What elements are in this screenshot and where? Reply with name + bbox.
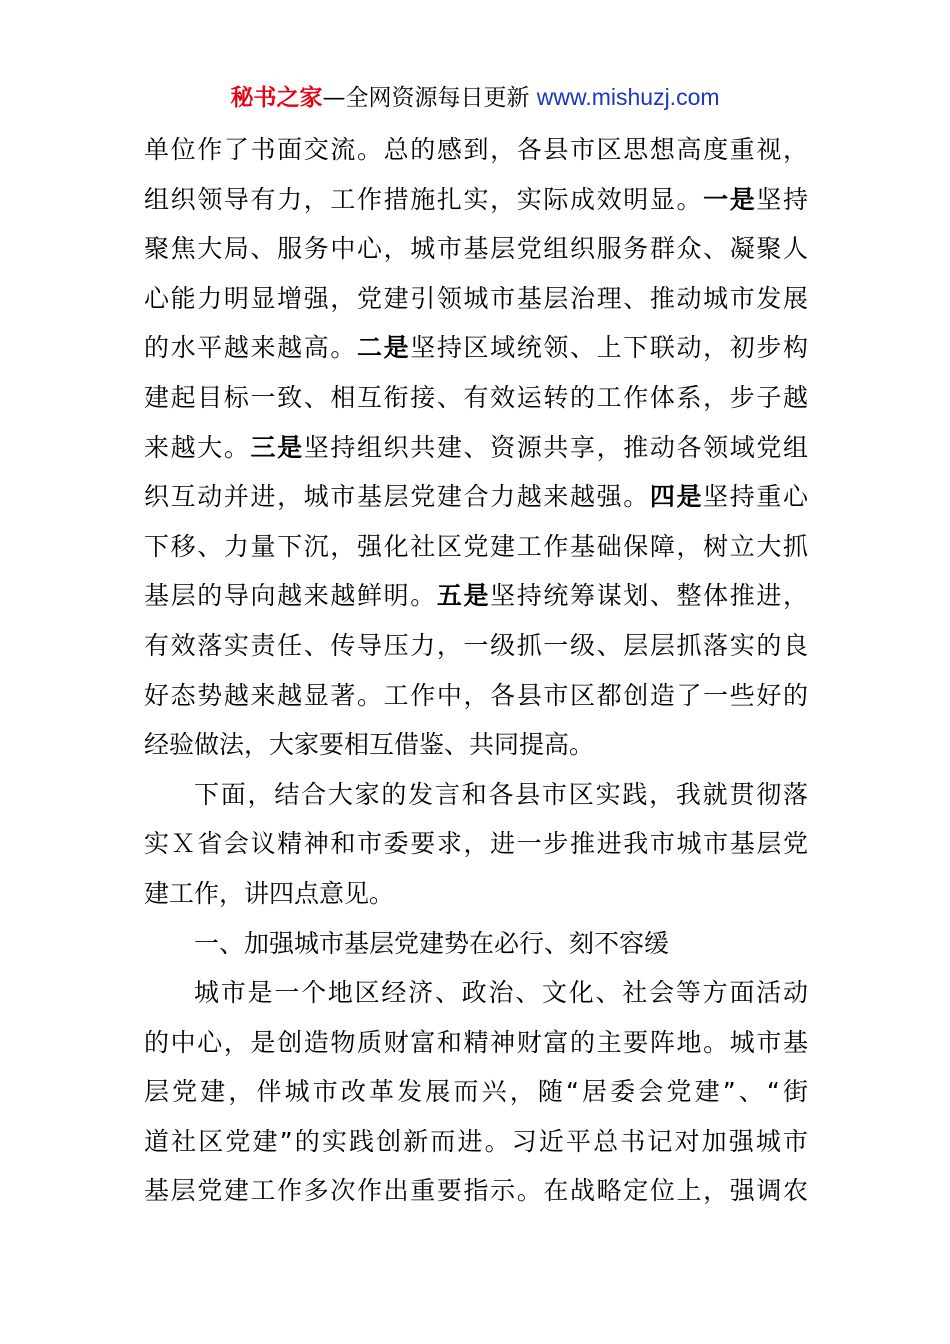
text-line: 有效落实责任、传导压力，一级抓一级、层层抓落实的良 <box>144 630 808 660</box>
text-line: 层党建，伴城市改革发展而兴，随“居委会党建”、“街 <box>144 1077 808 1107</box>
site-header <box>0 80 950 115</box>
text-line: 心能力明显增强，党建引领城市基层治理、推动城市发展 <box>144 283 808 313</box>
bold-marker: 四是 <box>649 482 704 512</box>
text-line: 下面，结合大家的发言和各县市区实践，我就贯彻落 <box>194 779 808 809</box>
text-line: 好态势越来越显著。工作中，各县市区都创造了一些好的 <box>144 680 808 710</box>
site-url-link[interactable]: www.mishuzj.com <box>536 84 720 110</box>
text-line: 组织领导有力，工作措施扎实，实际成效明显。一是坚持 <box>144 184 808 214</box>
text-line: 的中心，是创造物质财富和精神财富的主要阵地。城市基 <box>144 1027 808 1057</box>
site-tagline: —全网资源每日更新 <box>322 85 537 111</box>
text-line: 织互动并进，城市基层党建合力越来越强。四是坚持重心 <box>144 482 808 512</box>
text-line: 建起目标一致、相互衔接、有效运转的工作体系，步子越 <box>144 382 808 412</box>
text-line: 聚焦大局、服务中心，城市基层党组织服务群众、凝聚人 <box>144 234 808 264</box>
bold-marker: 二是 <box>357 333 411 363</box>
text-line: 来越大。三是坚持组织共建、资源共享，推动各领域党组 <box>144 432 808 462</box>
bold-marker: 一是 <box>703 184 757 214</box>
bold-marker: 三是 <box>250 432 304 462</box>
section-heading: 一、加强城市基层党建势在必行、刻不容缓 <box>194 928 670 958</box>
text-line: 下移、力量下沉，强化社区党建工作基础保障，树立大抓 <box>144 531 808 561</box>
text-line: 经验做法，大家要相互借鉴、共同提高。 <box>144 730 595 760</box>
text-line: 的水平越来越高。二是坚持区域统领、上下联动，初步构 <box>144 333 808 363</box>
text-line: 实Ｘ省会议精神和市委要求，进一步推进我市城市基层党 <box>144 829 808 859</box>
site-brand: 秘书之家 <box>230 85 323 111</box>
text-line: 道社区党建”的实践创新而进。习近平总书记对加强城市 <box>144 1126 808 1156</box>
text-line: 单位作了书面交流。总的感到，各县市区思想高度重视， <box>144 135 808 164</box>
bold-marker: 五是 <box>436 581 491 611</box>
text-line: 基层党建工作多次作出重要指示。在战略定位上，强调农 <box>144 1176 808 1206</box>
text-line: 城市是一个地区经济、政治、文化、社会等方面活动 <box>194 978 808 1008</box>
text-line: 基层的导向越来越鲜明。五是坚持统筹谋划、整体推进， <box>144 581 808 611</box>
text-line: 建工作，讲四点意见。 <box>144 878 395 908</box>
document-body <box>144 125 808 1216</box>
